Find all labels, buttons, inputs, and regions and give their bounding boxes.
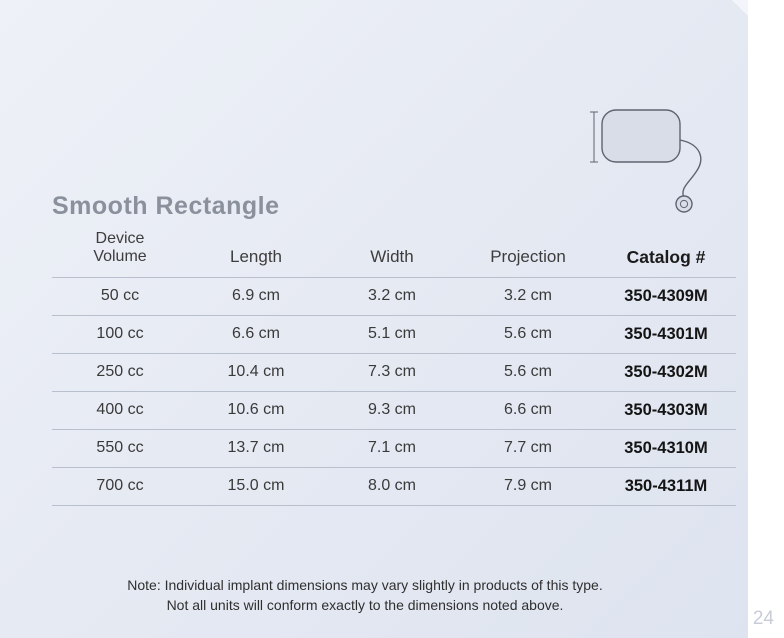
table-row bbox=[52, 467, 736, 505]
cell-width: 7.3 cm bbox=[324, 353, 460, 391]
cell-width: 3.2 cm bbox=[324, 277, 460, 315]
column-header-length: Length bbox=[230, 247, 282, 267]
cell-catalog: 350-4301M bbox=[596, 315, 736, 353]
specifications-table bbox=[52, 228, 736, 506]
cell-projection: 7.9 cm bbox=[460, 467, 596, 505]
cell-volume: 250 cc bbox=[52, 353, 188, 391]
specifications-table-wrapper bbox=[52, 228, 736, 506]
cell-catalog: 350-4302M bbox=[596, 353, 736, 391]
table-row bbox=[52, 391, 736, 429]
table-header bbox=[52, 228, 736, 277]
cell-projection: 5.6 cm bbox=[460, 315, 596, 353]
table-body bbox=[52, 277, 736, 505]
cell-catalog: 350-4303M bbox=[596, 391, 736, 429]
cell-length: 13.7 cm bbox=[188, 429, 324, 467]
device-volume-line2: Volume bbox=[93, 248, 147, 266]
cell-volume: 550 cc bbox=[52, 429, 188, 467]
page-title: Smooth Rectangle bbox=[52, 192, 280, 220]
cell-catalog: 350-4311M bbox=[596, 467, 736, 505]
table-row bbox=[52, 277, 736, 315]
cell-width: 5.1 cm bbox=[324, 315, 460, 353]
smooth-rectangle-implant-diagram bbox=[588, 100, 738, 220]
footnote-line-1: Note: Individual implant dimensions may vary slightly in products of this type. bbox=[127, 577, 603, 593]
cell-volume: 50 cc bbox=[52, 277, 188, 315]
cell-projection: 7.7 cm bbox=[460, 429, 596, 467]
cell-length: 15.0 cm bbox=[188, 467, 324, 505]
cell-catalog: 350-4310M bbox=[596, 429, 736, 467]
table-row bbox=[52, 353, 736, 391]
footnote-line-2: Not all units will conform exactly to the dimensions noted above. bbox=[166, 597, 564, 614]
cell-projection: 6.6 cm bbox=[460, 391, 596, 429]
column-header-device-volume bbox=[52, 228, 188, 277]
cell-volume: 400 cc bbox=[52, 391, 188, 429]
cell-length: 10.4 cm bbox=[188, 353, 324, 391]
cell-length: 10.6 cm bbox=[188, 391, 324, 429]
cell-length: 6.9 cm bbox=[188, 277, 324, 315]
page-corner-fold bbox=[732, 0, 748, 16]
cell-width: 7.1 cm bbox=[324, 429, 460, 467]
cell-catalog: 350-4309M bbox=[596, 277, 736, 315]
device-volume-line1: Device bbox=[95, 230, 145, 247]
column-header-projection: Projection bbox=[490, 247, 566, 267]
table-row bbox=[52, 315, 736, 353]
column-header-width: Width bbox=[370, 247, 414, 267]
cell-width: 8.0 cm bbox=[324, 467, 460, 505]
footnote bbox=[0, 575, 730, 616]
cell-length: 6.6 cm bbox=[188, 315, 324, 353]
page-right-margin-band bbox=[748, 0, 784, 638]
table-header-row bbox=[52, 228, 736, 277]
cell-projection: 3.2 cm bbox=[460, 277, 596, 315]
cell-volume: 700 cc bbox=[52, 467, 188, 505]
table-row bbox=[52, 429, 736, 467]
cell-width: 9.3 cm bbox=[324, 391, 460, 429]
page-number: 24 bbox=[752, 608, 774, 629]
cell-projection: 5.6 cm bbox=[460, 353, 596, 391]
column-header-catalog: Catalog # bbox=[626, 246, 706, 267]
cell-volume: 100 cc bbox=[52, 315, 188, 353]
